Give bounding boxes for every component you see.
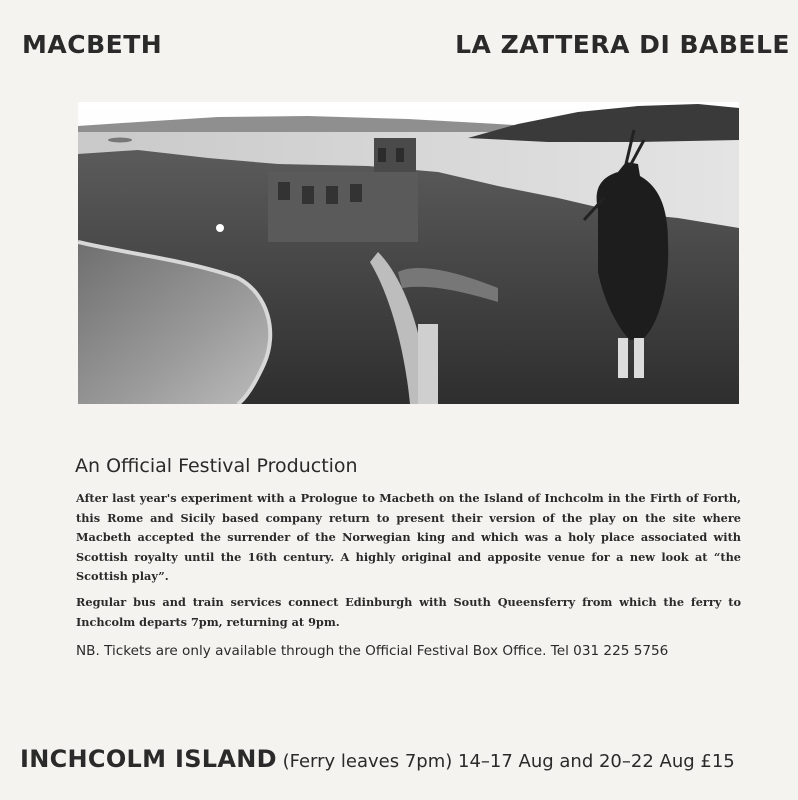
- company-name: LA ZATTERA DI BABELE: [455, 30, 790, 59]
- travel-paragraph: Regular bus and train services connect Edinburgh with South Queensferry from which the ferry to Inchcolm departs 7pm, returning at 9pm.: [76, 595, 741, 629]
- island-abbey-photo: [78, 102, 739, 404]
- ticket-note: NB. Tickets are only available through the Official Festival Box Office. Tel 031 225 5756: [76, 643, 669, 659]
- production-title: MACBETH: [22, 30, 163, 59]
- description-paragraph: After last year's experiment with a Prologue to Macbeth on the Island of Inchcolm in the Firth of Forth, this Rome and Sicily based company return to present their version of the play on the site where Macbeth accepted the surrender of the Norwegian king and which was a holy place associated with Scottish royalty until the 16th century. A highly original and apposite venue for a new look at “the Scottish play”.: [76, 491, 741, 584]
- venue-line: [20, 745, 735, 773]
- venue-name: INCHCOLM ISLAND: [20, 745, 277, 773]
- production-subtitle: An Official Festival Production: [75, 455, 358, 477]
- performance-details: (Ferry leaves 7pm) 14–17 Aug and 20–22 Aug £15: [276, 751, 735, 772]
